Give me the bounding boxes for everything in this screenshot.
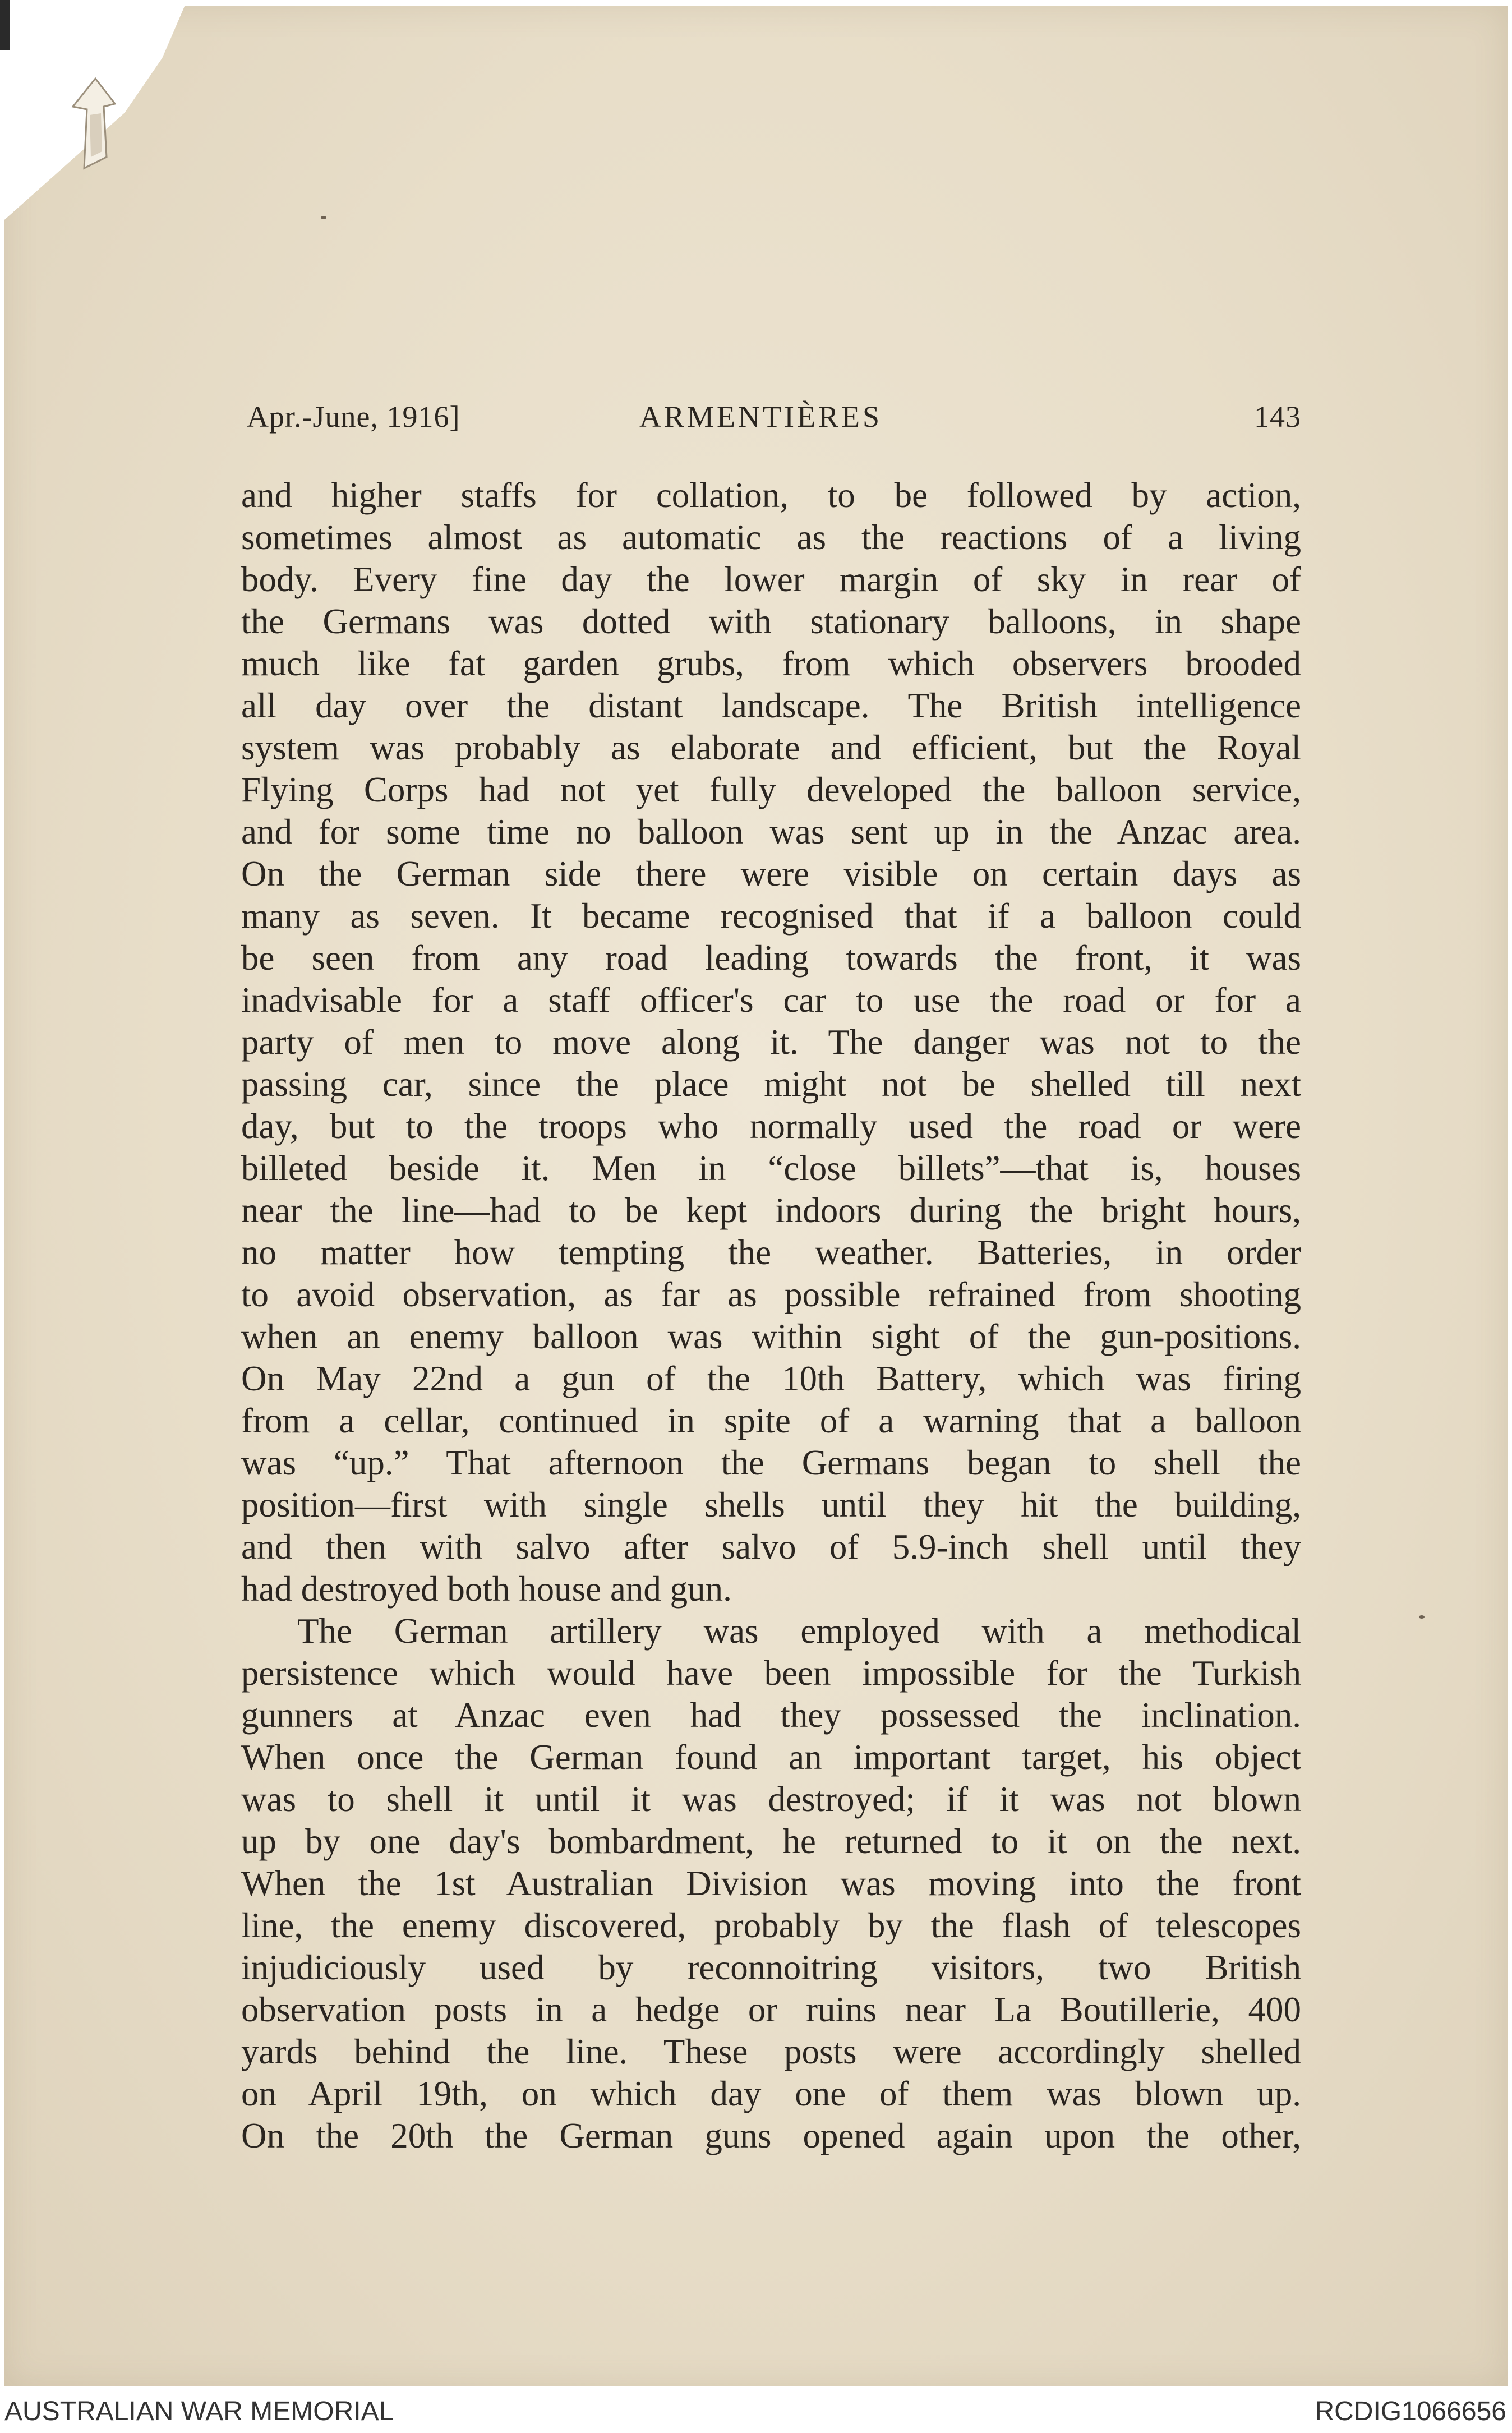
text-line: On May 22nd a gun of the 10th Battery, which was firing	[241, 1359, 1301, 1398]
text-line: sometimes almost as automatic as the reactions of a living	[241, 518, 1301, 557]
text-line: was to shell it until it was destroyed; if it was not blown	[241, 1780, 1301, 1819]
text-line: injudiciously used by reconnoitring visitors, two British	[241, 1948, 1301, 1987]
paper-speck	[321, 216, 326, 219]
body-text	[241, 474, 1301, 2157]
text-line: party of men to move along it. The danger was not to the	[241, 1022, 1301, 1062]
text-line: much like fat garden grubs, from which observers brooded	[241, 644, 1301, 683]
text-line: day, but to the troops who normally used the road or were	[241, 1107, 1301, 1146]
text-line: and for some time no balloon was sent up in the Anzac area.	[241, 812, 1301, 851]
text-line: When once the German found an important target, his object	[241, 1738, 1301, 1777]
text-line: up by one day's bombardment, he returned to it on the next.	[241, 1822, 1301, 1861]
text-line-paragraph-start: The German artillery was employed with a methodical	[297, 1611, 1301, 1651]
text-line: be seen from any road leading towards the front, it was	[241, 938, 1301, 978]
text-line: on April 19th, on which day one of them was blown up.	[241, 2074, 1301, 2113]
torn-paper-corner	[62, 73, 129, 179]
paper-speck	[1419, 1615, 1425, 1619]
archive-footer	[0, 2395, 1512, 2433]
text-line: gunners at Anzac even had they possessed the inclination.	[241, 1695, 1301, 1735]
archive-record-id: RCDIG1066656	[1315, 2397, 1506, 2426]
text-line: body. Every fine day the lower margin of sky in rear of	[241, 560, 1301, 599]
text-line: yards behind the line. These posts were accordingly shelled	[241, 2032, 1301, 2071]
text-line: and higher staffs for collation, to be followed by action,	[241, 476, 1301, 515]
text-line: from a cellar, continued in spite of a warning that a balloon	[241, 1401, 1301, 1440]
text-line: system was probably as elaborate and efficient, but the Royal	[241, 728, 1301, 767]
running-head	[247, 399, 1301, 444]
text-line: passing car, since the place might not be shelled till next	[241, 1065, 1301, 1104]
text-line: near the line—had to be kept indoors during the bright hours,	[241, 1191, 1301, 1230]
scan-edge-mark	[0, 0, 10, 50]
text-line: persistence which would have been impossible for the Turkish	[241, 1653, 1301, 1693]
text-line: position—first with single shells until they hit the building,	[241, 1485, 1301, 1524]
text-line: On the 20th the German guns opened again upon the other,	[241, 2116, 1301, 2155]
running-head-date: Apr.-June, 1916]	[247, 400, 460, 434]
text-line: to avoid observation, as far as possible refrained from shooting	[241, 1275, 1301, 1314]
text-line: was “up.” That afternoon the Germans began to shell the	[241, 1443, 1301, 1482]
page-number: 143	[1254, 400, 1301, 434]
text-line: inadvisable for a staff officer's car to use the road or for a	[241, 980, 1301, 1020]
text-line: Flying Corps had not yet fully developed the balloon service,	[241, 770, 1301, 809]
archive-name: AUSTRALIAN WAR MEMORIAL	[4, 2397, 394, 2426]
text-line: line, the enemy discovered, probably by the flash of telescopes	[241, 1906, 1301, 1945]
text-line: many as seven. It became recognised that if a balloon could	[241, 896, 1301, 936]
text-line: no matter how tempting the weather. Batteries, in order	[241, 1233, 1301, 1272]
running-head-title: ARMENTIÈRES	[639, 400, 882, 434]
text-line: the Germans was dotted with stationary balloons, in shape	[241, 602, 1301, 641]
text-line: When the 1st Australian Division was moving into the front	[241, 1864, 1301, 1903]
text-line: when an enemy balloon was within sight of the gun-positions.	[241, 1317, 1301, 1356]
text-line: observation posts in a hedge or ruins near La Boutillerie, 400	[241, 1990, 1301, 2029]
text-line: and then with salvo after salvo of 5.9-inch shell until they	[241, 1527, 1301, 1566]
text-line: all day over the distant landscape. The British intelligence	[241, 686, 1301, 725]
text-line: billeted beside it. Men in “close billets”—that is, houses	[241, 1149, 1301, 1188]
text-line: On the German side there were visible on certain days as	[241, 854, 1301, 893]
text-line-paragraph-end: had destroyed both house and gun.	[241, 1569, 732, 1609]
